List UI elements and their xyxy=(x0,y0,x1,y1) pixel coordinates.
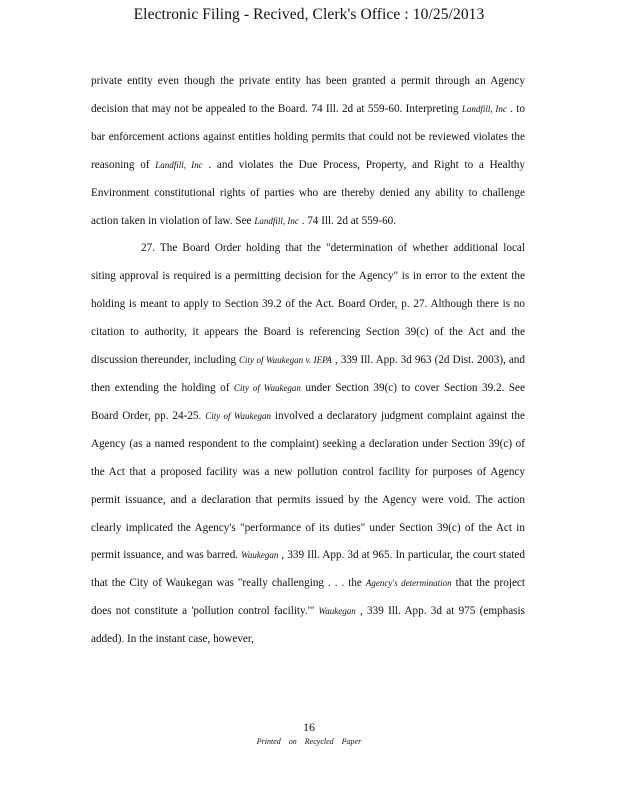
case-citation: Waukegan xyxy=(241,550,279,561)
case-citation: Agency's determination xyxy=(365,578,452,589)
text-run: , 339 Ill. App. 3d at 965. In particular, the court stated that the City of Waukegan was "really challenging . . . the xyxy=(91,549,525,590)
text-run: 27. The Board Order holding that the "determination of whether additional local siting approval is required is a permitting decision for the Agency" is in error to the extent the holding is meant to apply to Section 39.2 of the Act. Board Order, p. 27. Although there is no citation to authority, it appears the Board is referencing Section 39(c) of the Act and the discussion thereunder, including xyxy=(91,242,525,367)
filing-header: Electronic Filing - Recived, Clerk's Office : 10/25/2013 xyxy=(133,6,485,23)
printed-on-recycled-paper-note: Printed on Recycled Paper xyxy=(256,737,362,746)
case-citation: Landfill, Inc xyxy=(155,159,203,170)
text-run: that the project does not constitute a 'pollution control facility.'" xyxy=(91,577,525,618)
text-run: . 74 Ill. 2d at 559-60. xyxy=(298,214,397,227)
case-citation: Landfill, Inc xyxy=(461,103,507,114)
text-run: , 339 Ill. App. 3d at 975 (emphasis added). In the instant case, however, xyxy=(91,605,525,646)
case-citation: Waukegan xyxy=(318,606,356,617)
text-run: private entity even though the private entity has been granted a permit through an Agency decision that may not be appealed to the Board. 74 Ill. 2d at 559-60. Interpreting xyxy=(91,75,525,115)
paragraph-continuation xyxy=(91,68,525,235)
case-citation: City of Waukegan v. IEPA xyxy=(239,355,332,366)
case-citation: City of Waukegan xyxy=(205,410,272,421)
case-citation: Landfill, Inc xyxy=(254,215,299,226)
paragraph-27 xyxy=(91,235,525,654)
text-run: . and violates the Due Process, Property, and Right to a Healthy Environment constitutional rights of parties who are thereby denied any ability to challenge action taken in violation of law. See xyxy=(91,158,525,227)
text-run: . to bar enforcement actions against entities holding permits that could not be reviewed violates the reasoning of xyxy=(91,102,526,171)
text-run: involved a declaratory judgment complaint against the Agency (as a named respondent to the complaint) seeking a declaration under Section 39(c) of the Act that a proposed facility was a new pollution control facility for purposes of Agency permit issuance, and a declaration that permits issued by the Agency were void. The action clearly implicated the Agency's "performance of its duties" under Section 39(c) of the Act in permit issuance, and was barred. xyxy=(91,409,525,562)
page-footer xyxy=(0,720,618,746)
case-citation: City of Waukegan xyxy=(233,382,301,393)
document-body xyxy=(91,68,525,654)
page-number: 16 xyxy=(303,720,315,734)
text-run: , 339 Ill. App. 3d 963 (2d Dist. 2003), and then extending the holding of xyxy=(91,354,525,394)
text-run: under Section 39(c) to cover Section 39.2. See Board Order, pp. 24-25. xyxy=(91,381,525,422)
